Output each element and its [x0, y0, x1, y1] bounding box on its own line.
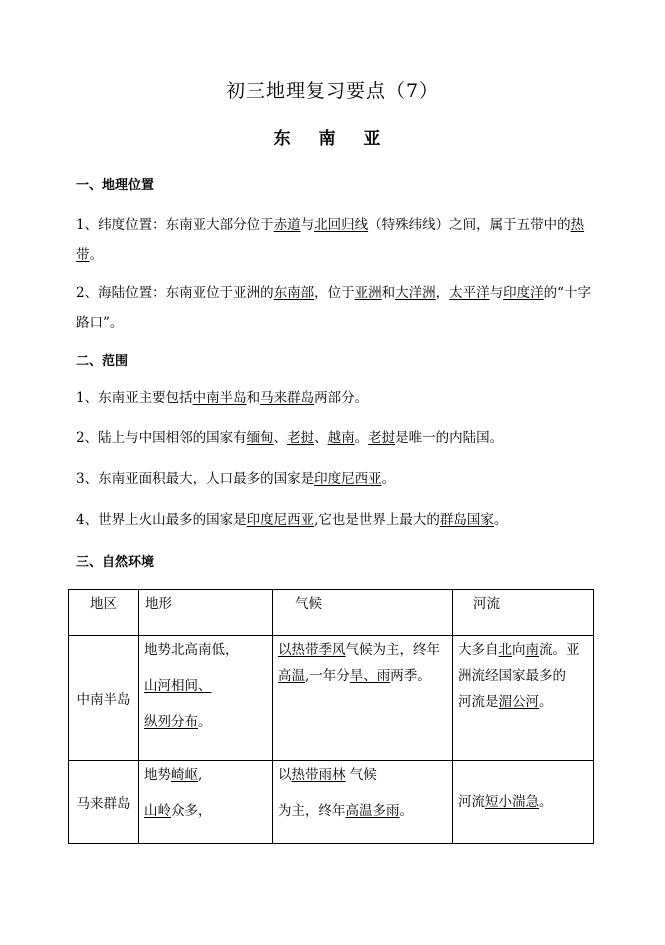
- table-row: [69, 636, 594, 761]
- terrain-cell: [139, 761, 273, 844]
- region-cell: 马来群岛: [69, 761, 139, 844]
- cell-line: 地势崎岖,: [144, 767, 203, 783]
- underlined-term: 旱: [349, 668, 364, 684]
- paragraph-sea-land: 2、海陆位置：东南亚位于亚洲的东南部，位于亚洲和大洋洲，太平洋与印度洋的“十字路口”。: [76, 285, 591, 331]
- climate-cell: [273, 636, 453, 761]
- cell-line: 洲流经国家最多的: [458, 668, 566, 684]
- river-cell: [453, 636, 594, 761]
- underlined-term: 山河相间: [144, 678, 198, 694]
- underlined-term: 中南半岛: [192, 390, 247, 406]
- underlined-term: 马来群岛: [260, 390, 315, 406]
- paragraph-scope-4: 4、世界上火山最多的国家是印度尼西亚,它也是世界上最大的群岛国家。: [76, 512, 508, 528]
- region-cell: 中南半岛: [69, 636, 139, 761]
- underlined-term: 纵列分布: [144, 714, 198, 730]
- cell-line: 大多自北向南流。亚: [458, 642, 580, 658]
- paragraph-scope-1: 1、东南亚主要包括中南半岛和马来群岛两部分。: [76, 390, 369, 406]
- underlined-term: 亚洲: [354, 285, 382, 301]
- underlined-term: 印度尼西亚: [246, 512, 315, 528]
- underlined-term: 北: [498, 642, 512, 658]
- underlined-term: 印度洋: [503, 285, 544, 301]
- cell-line: 以热带季风气候为主，终年: [278, 642, 440, 658]
- underlined-term: 东南部: [273, 285, 315, 301]
- underlined-term: 短小湍急: [485, 794, 539, 810]
- underlined-term: 大洋洲: [395, 285, 436, 301]
- cell-line: 地势北高南低，: [144, 642, 239, 658]
- cell-line: 高温,一年分旱、雨两季。: [278, 668, 431, 684]
- cell-line: 河流短小湍急。: [458, 794, 553, 810]
- cell-line: [144, 673, 267, 699]
- underlined-term: 湄公河: [498, 694, 539, 710]
- underlined-term: 老挝: [287, 430, 315, 446]
- climate-cell: [273, 761, 453, 844]
- table-row: [69, 761, 594, 844]
- cell-line: 河流是湄公河。: [458, 694, 553, 710]
- underlined-term: 、雨: [363, 668, 391, 684]
- underlined-term: 山岭: [144, 803, 171, 819]
- underlined-term: 老挝: [368, 430, 396, 446]
- underlined-term: 北回归线: [314, 217, 369, 233]
- header-river: 河流: [453, 590, 594, 636]
- section-heading-scope: 二、范围: [76, 354, 129, 369]
- underlined-term: 以热带季风: [278, 642, 346, 658]
- paragraph-scope-3: 3、东南亚面积最大，人口最多的国家是印度尼西亚。: [76, 471, 396, 487]
- underlined-term: 高温: [278, 668, 305, 684]
- underlined-term: 赤道: [273, 217, 301, 233]
- underlined-term: 热带雨林: [291, 767, 346, 783]
- river-cell: [453, 761, 594, 844]
- underlined-term: 热带: [76, 217, 585, 263]
- underlined-term: 越南: [327, 430, 355, 446]
- underlined-term: 印度尼西亚: [314, 471, 382, 487]
- cell-line: 纵列分布。: [144, 714, 212, 730]
- header-terrain: 地形: [139, 590, 273, 636]
- underlined-term: 南: [525, 642, 539, 658]
- underlined-term: 、: [198, 678, 212, 694]
- page-title: 初三地理复习要点（7）: [225, 80, 440, 102]
- paragraph-scope-2: 2、陆上与中国相邻的国家有缅甸、老挝、越南。老挝是唯一的内陆国。: [76, 430, 504, 446]
- environment-table: [68, 589, 594, 844]
- section-heading-environment: 三、自然环境: [76, 555, 155, 570]
- cell-line: 以热带雨林 气候: [278, 767, 377, 783]
- underlined-term: 缅甸: [246, 430, 274, 446]
- header-climate: 气候: [273, 590, 453, 636]
- underlined-term: 群岛国家: [439, 512, 494, 528]
- terrain-cell: [139, 636, 273, 761]
- underlined-term: 太平洋: [449, 285, 490, 301]
- section-heading-location: 一、地理位置: [76, 178, 155, 193]
- subtitle: 东 南 亚: [273, 129, 392, 149]
- cell-line: 为主，终年高温多雨。: [278, 803, 413, 819]
- paragraph-latitude: 1、纬度位置：东南亚大部分位于赤道与北回归线（特殊纬线）之间，属于五带中的热带。: [76, 217, 585, 263]
- cell-line: 山岭众多，: [144, 803, 212, 819]
- underlined-term: 崎岖: [171, 767, 198, 783]
- header-region: 地区: [69, 590, 139, 636]
- underlined-term: 高温多雨: [345, 803, 400, 819]
